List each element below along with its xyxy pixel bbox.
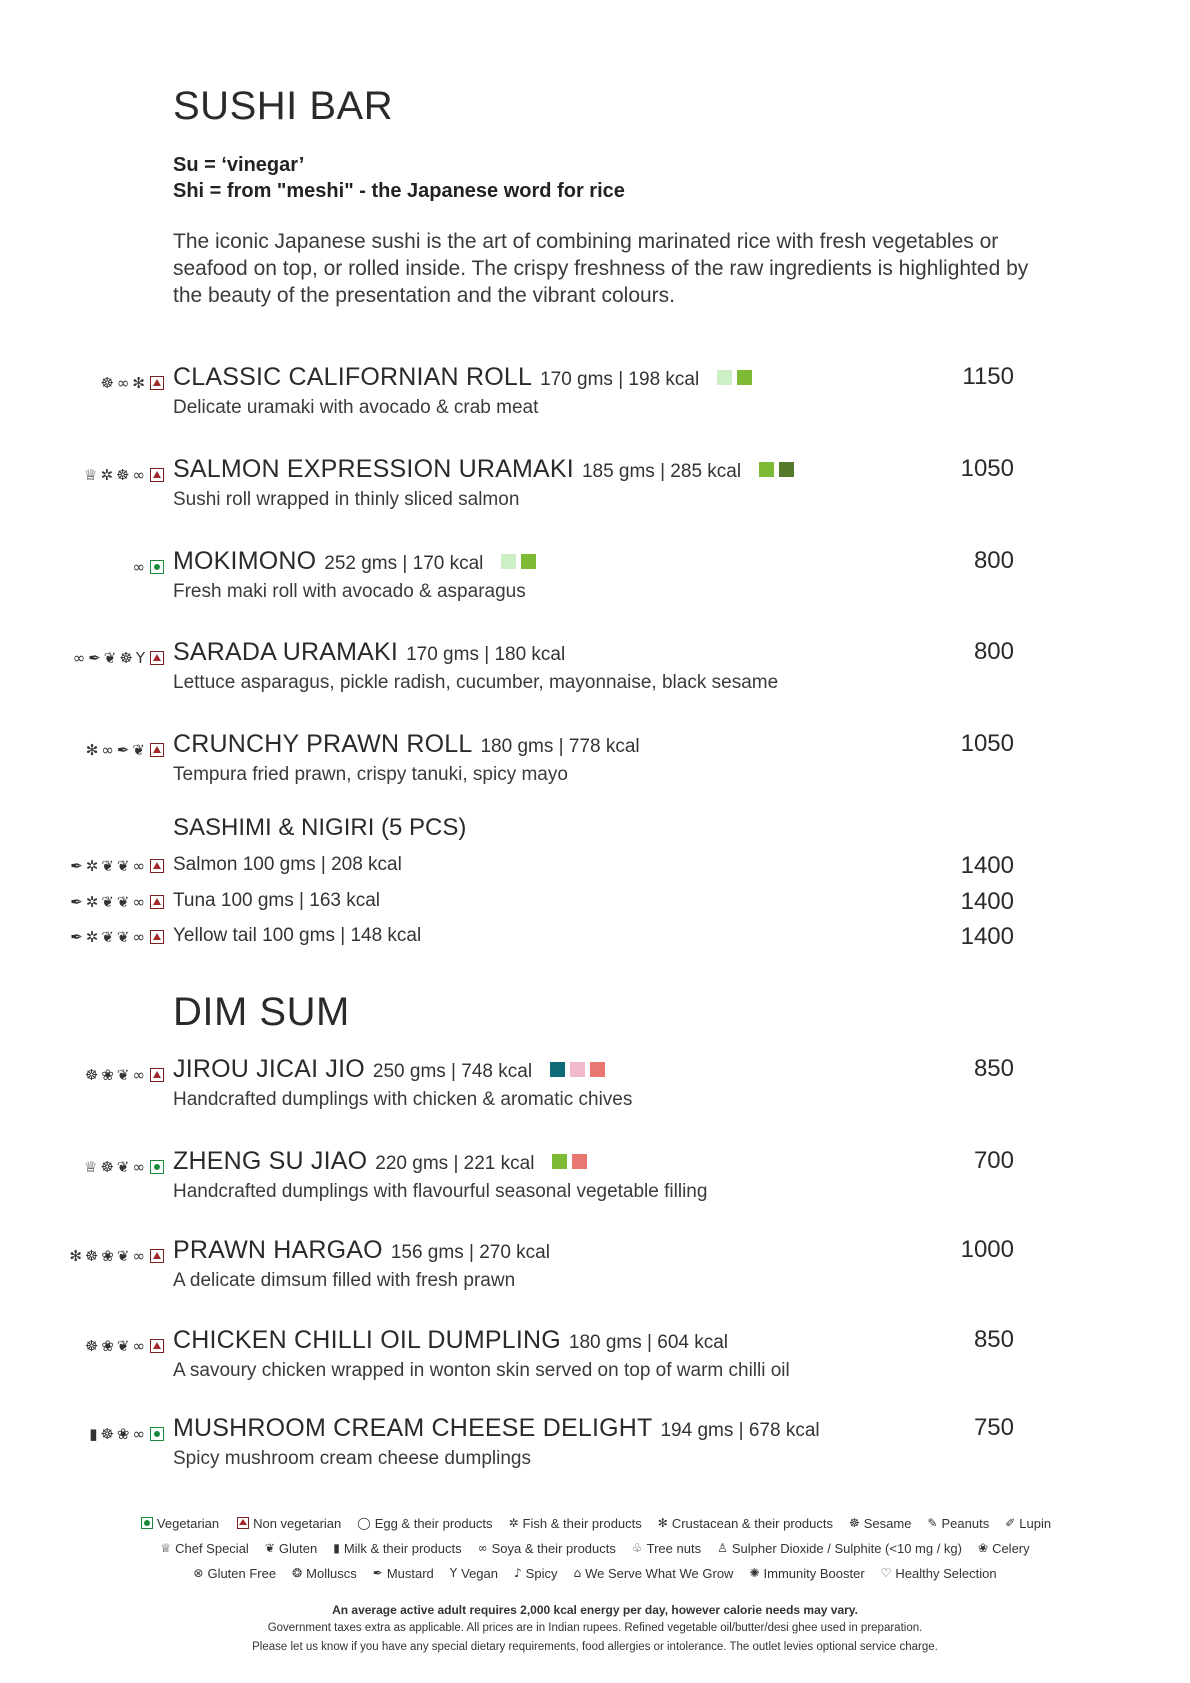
color-swatch: [737, 370, 752, 385]
legend-label: Milk & their products: [343, 1540, 462, 1556]
sashimi-item: [0, 852, 1190, 882]
menu-item: [0, 363, 1190, 433]
sesame-icon: ☸: [84, 1247, 99, 1265]
legend-row-1: [0, 1515, 1190, 1531]
legend-label: Mustard: [386, 1565, 434, 1581]
item-description: Sushi roll wrapped in thinly sliced salmon: [173, 489, 520, 510]
non-vegetarian-icon: [150, 895, 164, 909]
legend-item: [508, 1515, 641, 1531]
color-swatch: [501, 554, 516, 569]
item-title-line: [173, 455, 794, 484]
vegetarian-icon: [150, 1160, 164, 1174]
dim-sum-title: DIM SUM: [173, 990, 350, 1034]
item-name: CRUNCHY PRAWN ROLL: [173, 730, 473, 758]
non-vegetarian-icon: [150, 743, 164, 757]
non-vegetarian-icon: [237, 1517, 249, 1529]
legend-label: Chef Special: [175, 1540, 249, 1556]
soya-icon: ∞: [132, 928, 145, 946]
sashimi-price: 1400: [960, 888, 1014, 915]
item-name: ZHENG SU JIAO: [173, 1147, 368, 1175]
mustard-icon: ✒: [88, 649, 101, 667]
mustard-icon: ✒: [116, 741, 130, 759]
item-name: MOKIMONO: [173, 547, 317, 575]
legend-item: [978, 1540, 1030, 1556]
legend-label: Non vegetarian: [253, 1515, 342, 1531]
item-name: SARADA URAMAKI: [173, 638, 399, 666]
menu-item: [0, 455, 1190, 525]
item-name: SALMON EXPRESSION URAMAKI: [173, 455, 574, 483]
gluten-icon: ❦: [116, 893, 130, 911]
color-swatches: [550, 1062, 605, 1077]
soya-icon: ∞: [116, 374, 130, 392]
sesame-icon: ☸: [100, 1158, 114, 1176]
gluten-icon: ❦: [116, 1158, 130, 1176]
celery-icon: ❀: [101, 1337, 114, 1355]
lupin-icon: ✐: [1005, 1516, 1016, 1530]
energy-note: An average active adult requires 2,000 kcal energy per day, however calorie needs may vary.: [332, 1603, 858, 1617]
celery-icon: ❀: [101, 1247, 114, 1265]
color-swatch: [572, 1154, 587, 1169]
sesame-icon: ☸: [116, 466, 130, 484]
gluten-icon: ❦: [264, 1541, 275, 1555]
item-weight-kcal: 250 gms | 748 kcal: [372, 1061, 533, 1082]
legend-label: Gluten: [278, 1540, 318, 1556]
item-weight-kcal: 180 gms | 778 kcal: [480, 736, 640, 757]
item-title-line: [173, 638, 565, 667]
legend-label: Soya & their products: [491, 1540, 616, 1556]
healthy-icon: ♡: [880, 1566, 892, 1580]
item-description: Handcrafted dumplings with flavourful seasonal vegetable filling: [173, 1181, 708, 1202]
legend-label: Vegan: [461, 1565, 498, 1581]
sashimi-name: Tuna 100 gms | 163 kcal: [173, 890, 381, 911]
sashimi-item: [0, 888, 1190, 918]
vegetarian-icon: [141, 1517, 153, 1529]
menu-item: [0, 1147, 1190, 1217]
allergen-icons: [73, 648, 164, 668]
allergen-icons: [85, 1065, 164, 1085]
soya-icon: ∞: [132, 1425, 145, 1443]
color-swatches: [501, 554, 536, 569]
legend-label: We Serve What We Grow: [585, 1565, 734, 1581]
item-title-line: [173, 1055, 605, 1084]
legend-label: Tree nuts: [646, 1540, 702, 1556]
allergen-icons: [100, 373, 164, 393]
item-name: MUSHROOM CREAM CHEESE DELIGHT: [173, 1414, 653, 1442]
definition-su: Su = ‘vinegar’: [173, 154, 305, 176]
vegetarian-icon: [150, 1427, 164, 1441]
chef-special-icon: ♕: [84, 466, 98, 484]
sesame-icon: ☸: [84, 1337, 99, 1355]
soya-icon: ∞: [132, 1337, 145, 1355]
menu-item: [0, 1414, 1190, 1484]
crustacean-icon: ✻: [69, 1247, 82, 1265]
gluten-icon: ❦: [116, 928, 130, 946]
legend-item: [927, 1515, 989, 1531]
crustacean-icon: ✻: [132, 374, 145, 392]
sashimi-item: [0, 923, 1190, 953]
legend-item: [193, 1565, 276, 1581]
gluten-icon: ❦: [116, 1247, 130, 1265]
dietary-note: Please let us know if you have any special dietary requirements, food allergies or intolerance. The outlet levies optional service charge.: [252, 1641, 938, 1653]
allergen-icons: [85, 1336, 164, 1356]
sesame-icon: ☸: [100, 1425, 114, 1443]
taxes-note: Government taxes extra as applicable. All prices are in Indian rupees. Refined vegetable oil/butter/desi ghee used in preparation.: [267, 1622, 923, 1634]
color-swatch: [552, 1154, 567, 1169]
legend-item: [373, 1565, 434, 1581]
item-weight-kcal: 170 gms | 180 kcal: [406, 644, 566, 665]
item-price: 850: [973, 1055, 1014, 1082]
color-swatches: [717, 370, 752, 385]
legend-item: [881, 1565, 997, 1581]
legend-item: [265, 1540, 317, 1556]
molluscs-icon: ❂: [292, 1566, 303, 1580]
allergen-icons: [70, 892, 164, 912]
allergen-icons: [70, 856, 164, 876]
item-weight-kcal: 156 gms | 270 kcal: [390, 1242, 550, 1263]
gluten-icon: ❦: [103, 649, 117, 667]
color-swatch: [550, 1062, 565, 1077]
spicy-icon: ♪: [514, 1566, 522, 1580]
item-title-line: [173, 1326, 728, 1355]
item-title-line: [173, 1147, 587, 1176]
soya-icon: ∞: [101, 741, 114, 759]
sesame-icon: ☸: [848, 1516, 860, 1530]
item-weight-kcal: 194 gms | 678 kcal: [660, 1420, 820, 1441]
item-weight-kcal: 180 gms | 604 kcal: [568, 1332, 729, 1353]
egg-icon: ◯: [357, 1516, 371, 1530]
item-price: 750: [973, 1414, 1014, 1441]
item-weight-kcal: 220 gms | 221 kcal: [375, 1153, 535, 1174]
tree-nuts-icon: ♧: [631, 1541, 643, 1555]
sashimi-price: 1400: [960, 852, 1014, 879]
sashimi-name: Salmon 100 gms | 208 kcal: [173, 854, 402, 875]
item-description: Lettuce asparagus, pickle radish, cucumber, mayonnaise, black sesame: [173, 672, 779, 693]
color-swatch: [779, 462, 794, 477]
gluten-icon: ❦: [132, 741, 145, 759]
legend-label: Fish & their products: [522, 1515, 642, 1531]
fish-icon: ✲: [85, 928, 99, 946]
legend-label: Gluten Free: [207, 1565, 277, 1581]
vegan-icon: Y: [135, 649, 145, 667]
vegan-icon: Y: [449, 1566, 458, 1580]
sashimi-name: Yellow tail 100 gms | 148 kcal: [173, 925, 422, 946]
non-vegetarian-icon: [150, 859, 164, 873]
menu-item: [0, 1326, 1190, 1396]
item-description: Fresh maki roll with avocado & asparagus: [173, 581, 526, 602]
item-description: Tempura fried prawn, crispy tanuki, spicy mayo: [173, 764, 568, 785]
legend-label: Egg & their products: [374, 1515, 493, 1531]
non-vegetarian-icon: [150, 651, 164, 665]
soya-icon: ∞: [132, 1247, 145, 1265]
item-description: Handcrafted dumplings with chicken & aromatic chives: [173, 1089, 633, 1110]
color-swatches: [759, 462, 794, 477]
non-vegetarian-icon: [150, 376, 164, 390]
item-weight-kcal: 170 gms | 198 kcal: [540, 369, 700, 390]
soya-icon: ∞: [132, 466, 145, 484]
menu-item: [0, 730, 1190, 800]
legend-label: Sesame: [863, 1515, 912, 1531]
legend-label: Celery: [992, 1540, 1030, 1556]
legend-item: [292, 1565, 357, 1581]
allergen-icons: [133, 557, 165, 577]
immunity-icon: ✺: [749, 1566, 760, 1580]
legend-item: [749, 1565, 864, 1581]
allergen-icons: [89, 1424, 164, 1444]
item-price: 800: [973, 638, 1014, 665]
legend-item: [717, 1540, 962, 1556]
item-price: 1000: [960, 1236, 1014, 1263]
legend-row-3: [0, 1565, 1190, 1581]
item-price: 1050: [960, 455, 1014, 482]
chef-special-icon: ♕: [160, 1541, 172, 1555]
legend-item: [160, 1540, 248, 1556]
mustard-icon: ✒: [70, 893, 83, 911]
legend-item: [333, 1540, 461, 1556]
legend-item: [849, 1515, 911, 1531]
soya-icon: ∞: [132, 558, 145, 576]
chef-special-icon: ♕: [84, 1158, 98, 1176]
legend-item: [139, 1515, 219, 1531]
legend-label: Crustacean & their products: [671, 1515, 833, 1531]
non-vegetarian-icon: [150, 1068, 164, 1082]
grow-icon: ⌂: [573, 1566, 582, 1580]
non-vegetarian-icon: [150, 1249, 164, 1263]
non-vegetarian-icon: [150, 468, 164, 482]
item-price: 1150: [962, 363, 1014, 390]
legend-item: [1005, 1515, 1051, 1531]
allergen-icons: [70, 927, 164, 947]
gluten-icon: ❦: [116, 857, 130, 875]
peanuts-icon: ✎: [927, 1516, 938, 1530]
non-vegetarian-icon: [150, 1339, 164, 1353]
color-swatch: [570, 1062, 585, 1077]
item-description: A savoury chicken wrapped in wonton skin served on top of warm chilli oil: [173, 1360, 790, 1381]
fish-icon: ✲: [85, 893, 99, 911]
allergen-icons: [69, 1246, 164, 1266]
legend-item: [514, 1565, 557, 1581]
mustard-icon: ✒: [70, 928, 83, 946]
mustard-icon: ✒: [70, 857, 83, 875]
soya-icon: ∞: [477, 1541, 488, 1555]
item-name: JIROU JICAI JIO: [173, 1055, 365, 1083]
item-title-line: [173, 1236, 550, 1265]
sesame-icon: ☸: [119, 649, 133, 667]
color-swatch: [521, 554, 536, 569]
crustacean-icon: ✻: [85, 741, 99, 759]
gluten-icon: ❦: [116, 1337, 130, 1355]
legend-label: Lupin: [1019, 1515, 1052, 1531]
sashimi-price: 1400: [960, 923, 1014, 950]
item-price: 800: [973, 547, 1014, 574]
sesame-icon: ☸: [84, 1066, 99, 1084]
item-title-line: [173, 1414, 820, 1443]
legend-item: [450, 1565, 498, 1581]
legend-label: Vegetarian: [156, 1515, 220, 1531]
celery-icon: ❀: [101, 1066, 114, 1084]
sulphite-icon: ♙: [717, 1541, 728, 1555]
soya-icon: ∞: [132, 1066, 145, 1084]
gluten-icon: ❦: [101, 893, 114, 911]
item-price: 850: [973, 1326, 1014, 1353]
fish-icon: ✲: [85, 857, 99, 875]
item-description: A delicate dimsum filled with fresh prawn: [173, 1270, 516, 1291]
soya-icon: ∞: [72, 649, 86, 667]
definition-shi: Shi = from "meshi" - the Japanese word for rice: [173, 180, 625, 202]
crustacean-icon: ✻: [657, 1516, 668, 1530]
allergen-icons: [84, 465, 164, 485]
legend-item: [573, 1565, 733, 1581]
soya-icon: ∞: [132, 857, 145, 875]
legend-label: Spicy: [525, 1565, 558, 1581]
legend-row-2: [0, 1540, 1190, 1556]
item-name: CHICKEN CHILLI OIL DUMPLING: [173, 1326, 561, 1354]
soya-icon: ∞: [132, 1158, 145, 1176]
item-title-line: [173, 363, 752, 392]
gluten-icon: ❦: [101, 928, 114, 946]
celery-icon: ❀: [978, 1541, 989, 1555]
allergen-icons: [84, 1157, 164, 1177]
gluten-icon: ❦: [101, 857, 114, 875]
legend-label: Peanuts: [941, 1515, 990, 1531]
legend-label: Molluscs: [306, 1565, 357, 1581]
color-swatch: [759, 462, 774, 477]
item-description: Spicy mushroom cream cheese dumplings: [173, 1448, 531, 1469]
milk-icon: ▮: [89, 1425, 98, 1443]
fish-icon: ✲: [508, 1516, 519, 1530]
item-description: Delicate uramaki with avocado & crab meat: [173, 397, 539, 418]
vegetarian-icon: [150, 560, 164, 574]
color-swatches: [552, 1154, 587, 1169]
color-swatch: [590, 1062, 605, 1077]
gluten-icon: ❦: [116, 1066, 130, 1084]
menu-item: [0, 547, 1190, 617]
legend-item: [235, 1515, 341, 1531]
fish-icon: ✲: [100, 466, 114, 484]
item-name: PRAWN HARGAO: [173, 1236, 383, 1264]
milk-icon: ▮: [333, 1541, 340, 1555]
sesame-icon: ☸: [100, 374, 114, 392]
item-title-line: [173, 730, 640, 759]
sushi-intro: The iconic Japanese sushi is the art of combining marinated rice with fresh vegetables or seafood on top, or rolled inside. The crispy freshness of the raw ingredients is highlighted by the beauty of the presentation and the vibrant colours.: [173, 230, 1029, 307]
item-price: 1050: [960, 730, 1014, 757]
item-name: CLASSIC CALIFORNIAN ROLL: [173, 363, 533, 391]
menu-item: [0, 1236, 1190, 1306]
legend-label: Sulpher Dioxide / Sulphite (<10 mg / kg): [731, 1540, 962, 1556]
legend-item: [478, 1540, 616, 1556]
color-swatch: [717, 370, 732, 385]
legend-label: Immunity Booster: [763, 1565, 865, 1581]
soya-icon: ∞: [132, 893, 145, 911]
legend-item: [357, 1515, 492, 1531]
allergen-icons: [86, 740, 164, 760]
sashimi-heading: SASHIMI & NIGIRI (5 PCS): [173, 814, 467, 841]
item-price: 700: [973, 1147, 1014, 1174]
legend-item: [632, 1540, 701, 1556]
mustard-icon: ✒: [372, 1566, 383, 1580]
menu-item: [0, 1055, 1190, 1125]
legend-label: Healthy Selection: [895, 1565, 997, 1581]
menu-item: [0, 638, 1190, 708]
item-weight-kcal: 252 gms | 170 kcal: [324, 553, 484, 574]
item-weight-kcal: 185 gms | 285 kcal: [581, 461, 742, 482]
sushi-bar-title: SUSHI BAR: [173, 84, 394, 128]
legend-item: [658, 1515, 833, 1531]
celery-icon: ❀: [116, 1425, 130, 1443]
gluten-free-icon: ⊗: [193, 1566, 204, 1580]
item-title-line: [173, 547, 536, 576]
non-vegetarian-icon: [150, 930, 164, 944]
